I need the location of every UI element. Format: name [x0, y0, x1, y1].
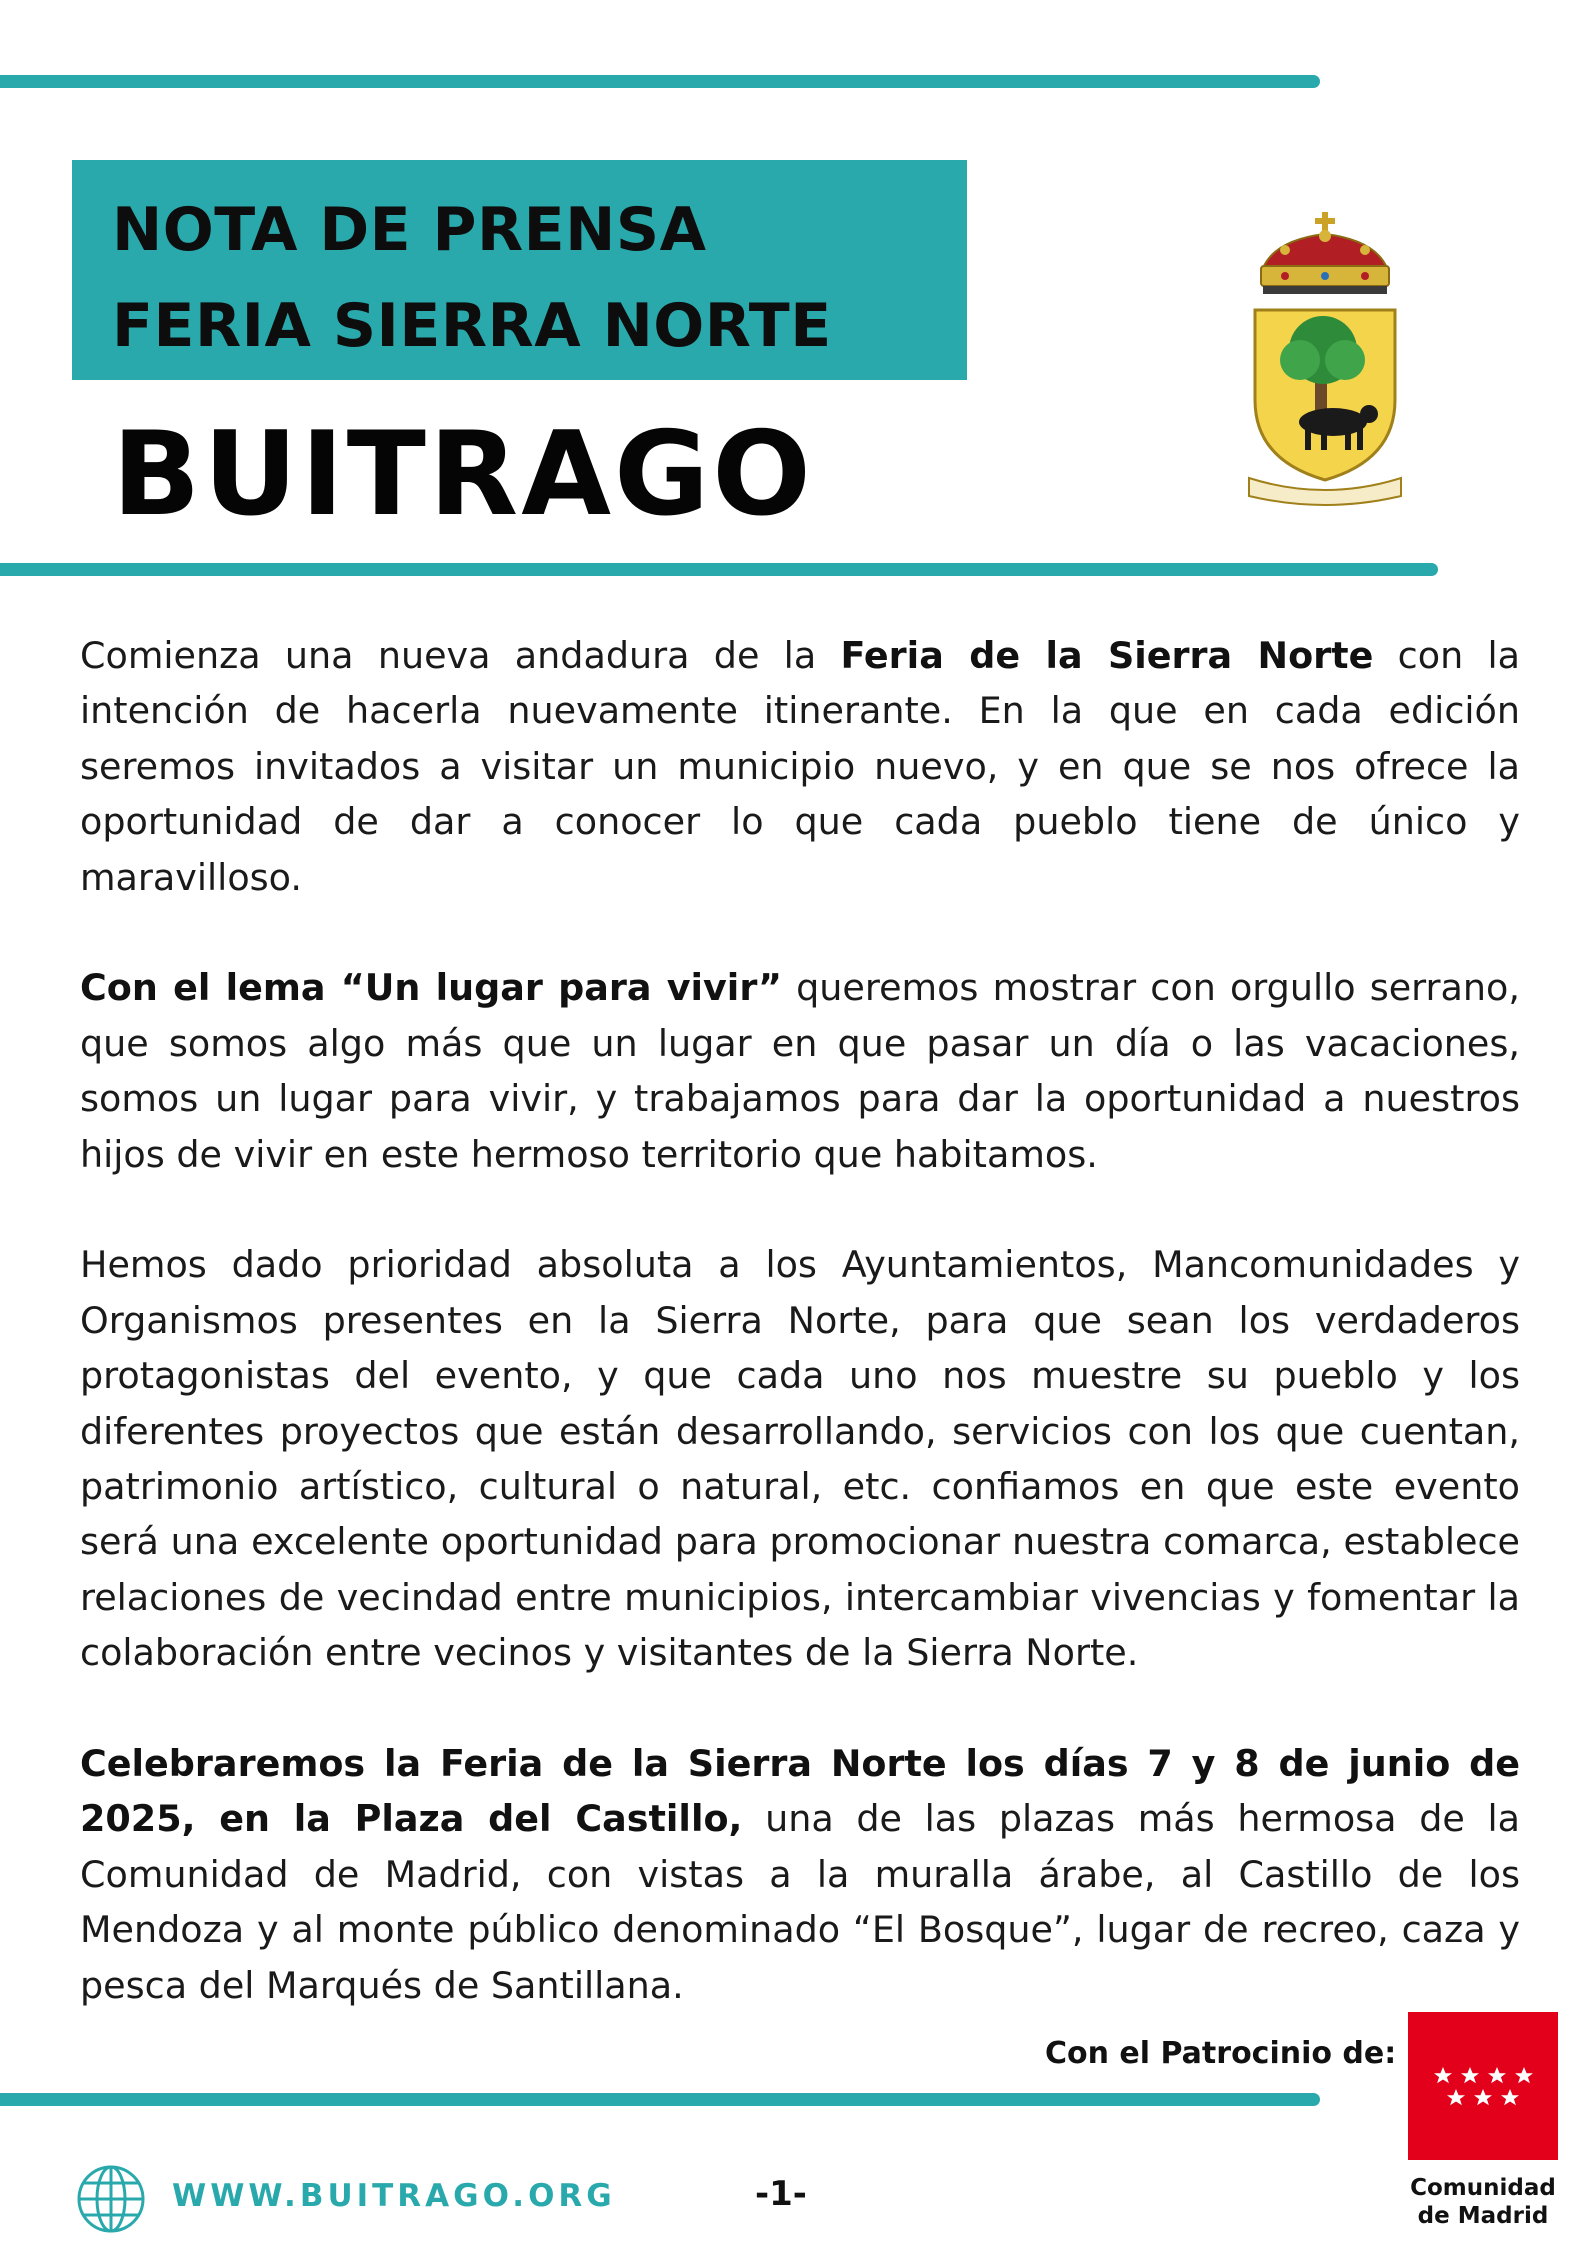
title-line-press-release: NOTA DE PRENSA [112, 195, 707, 265]
madrid-flag [1408, 2012, 1558, 2160]
title-banner [72, 160, 967, 380]
paragraph-motto: Con el lema “Un lugar para vivir” queremos mostrar con orgullo serrano, que somos algo más que un lugar en que pasar un día o las vacaciones, somos un lugar para vivir, y trabajamos para dar la oportunidad a nuestros hijos de vivir en este hermoso territorio que habitamos. [80, 966, 1520, 1176]
sponsor-label: Con el Patrocinio de: [1045, 2036, 1397, 2071]
paragraph-intro: Comienza una nueva andadura de la Feria de la Sierra Norte con la intención de hacerla nuevamente itinerante. En la que en cada edición seremos invitados a visitar un municipio nuevo, y en que se nos ofrece la oportunidad de dar a conocer lo que cada pueblo tiene de único y maravilloso. [80, 634, 1520, 899]
comunidad-de-madrid-logo [1408, 2012, 1558, 2230]
press-release-body [80, 628, 1520, 2069]
title-line-fair: FERIA SIERRA NORTE [112, 291, 832, 361]
website-link[interactable]: WWW.BUITRAGO.ORG [172, 2178, 616, 2214]
paragraph-priority: Hemos dado prioridad absoluta a los Ayuntamientos, Mancomunidades y Organismos presentes en la Sierra Norte, para que sean los verdaderos protagonistas del evento, y que cada uno nos muestre su pueblo y los diferentes proyectos que están desarrollando, servicios con los que cuentan, patrimonio artístico, cultural o natural, etc. confiamos en que este evento será una excelente oportunidad para promocionar nuestra comarca, establece relaciones de vecindad entre municipios, intercambiar vivencias y fomentar la colaboración entre vecinos y visitantes de la Sierra Norte. [80, 1243, 1520, 1675]
page-number: -1- [755, 2174, 807, 2214]
top-divider [0, 75, 1320, 88]
star-icon [1408, 2012, 1558, 2160]
sponsor-name-line1: Comunidad [1410, 2175, 1556, 2201]
header-divider [0, 563, 1438, 576]
paragraph-dates: Celebraremos la Feria de la Sierra Norte los días 7 y 8 de junio de 2025, en la Plaza del Castillo, una de las plazas más hermosa de la Comunidad de Madrid, con vistas a la muralla árabe, al Castillo de los Mendoza y al monte público denominado “El Bosque”, lugar de recreo, caza y pesca del Marqués de Santillana. [80, 1742, 1520, 2007]
footer-divider [0, 2093, 1320, 2106]
town-name: BUITRAGO [112, 407, 814, 542]
sponsor-name-line2: de Madrid [1417, 2203, 1549, 2229]
coat-of-arms-icon [1245, 210, 1405, 510]
globe-icon [75, 2163, 147, 2235]
